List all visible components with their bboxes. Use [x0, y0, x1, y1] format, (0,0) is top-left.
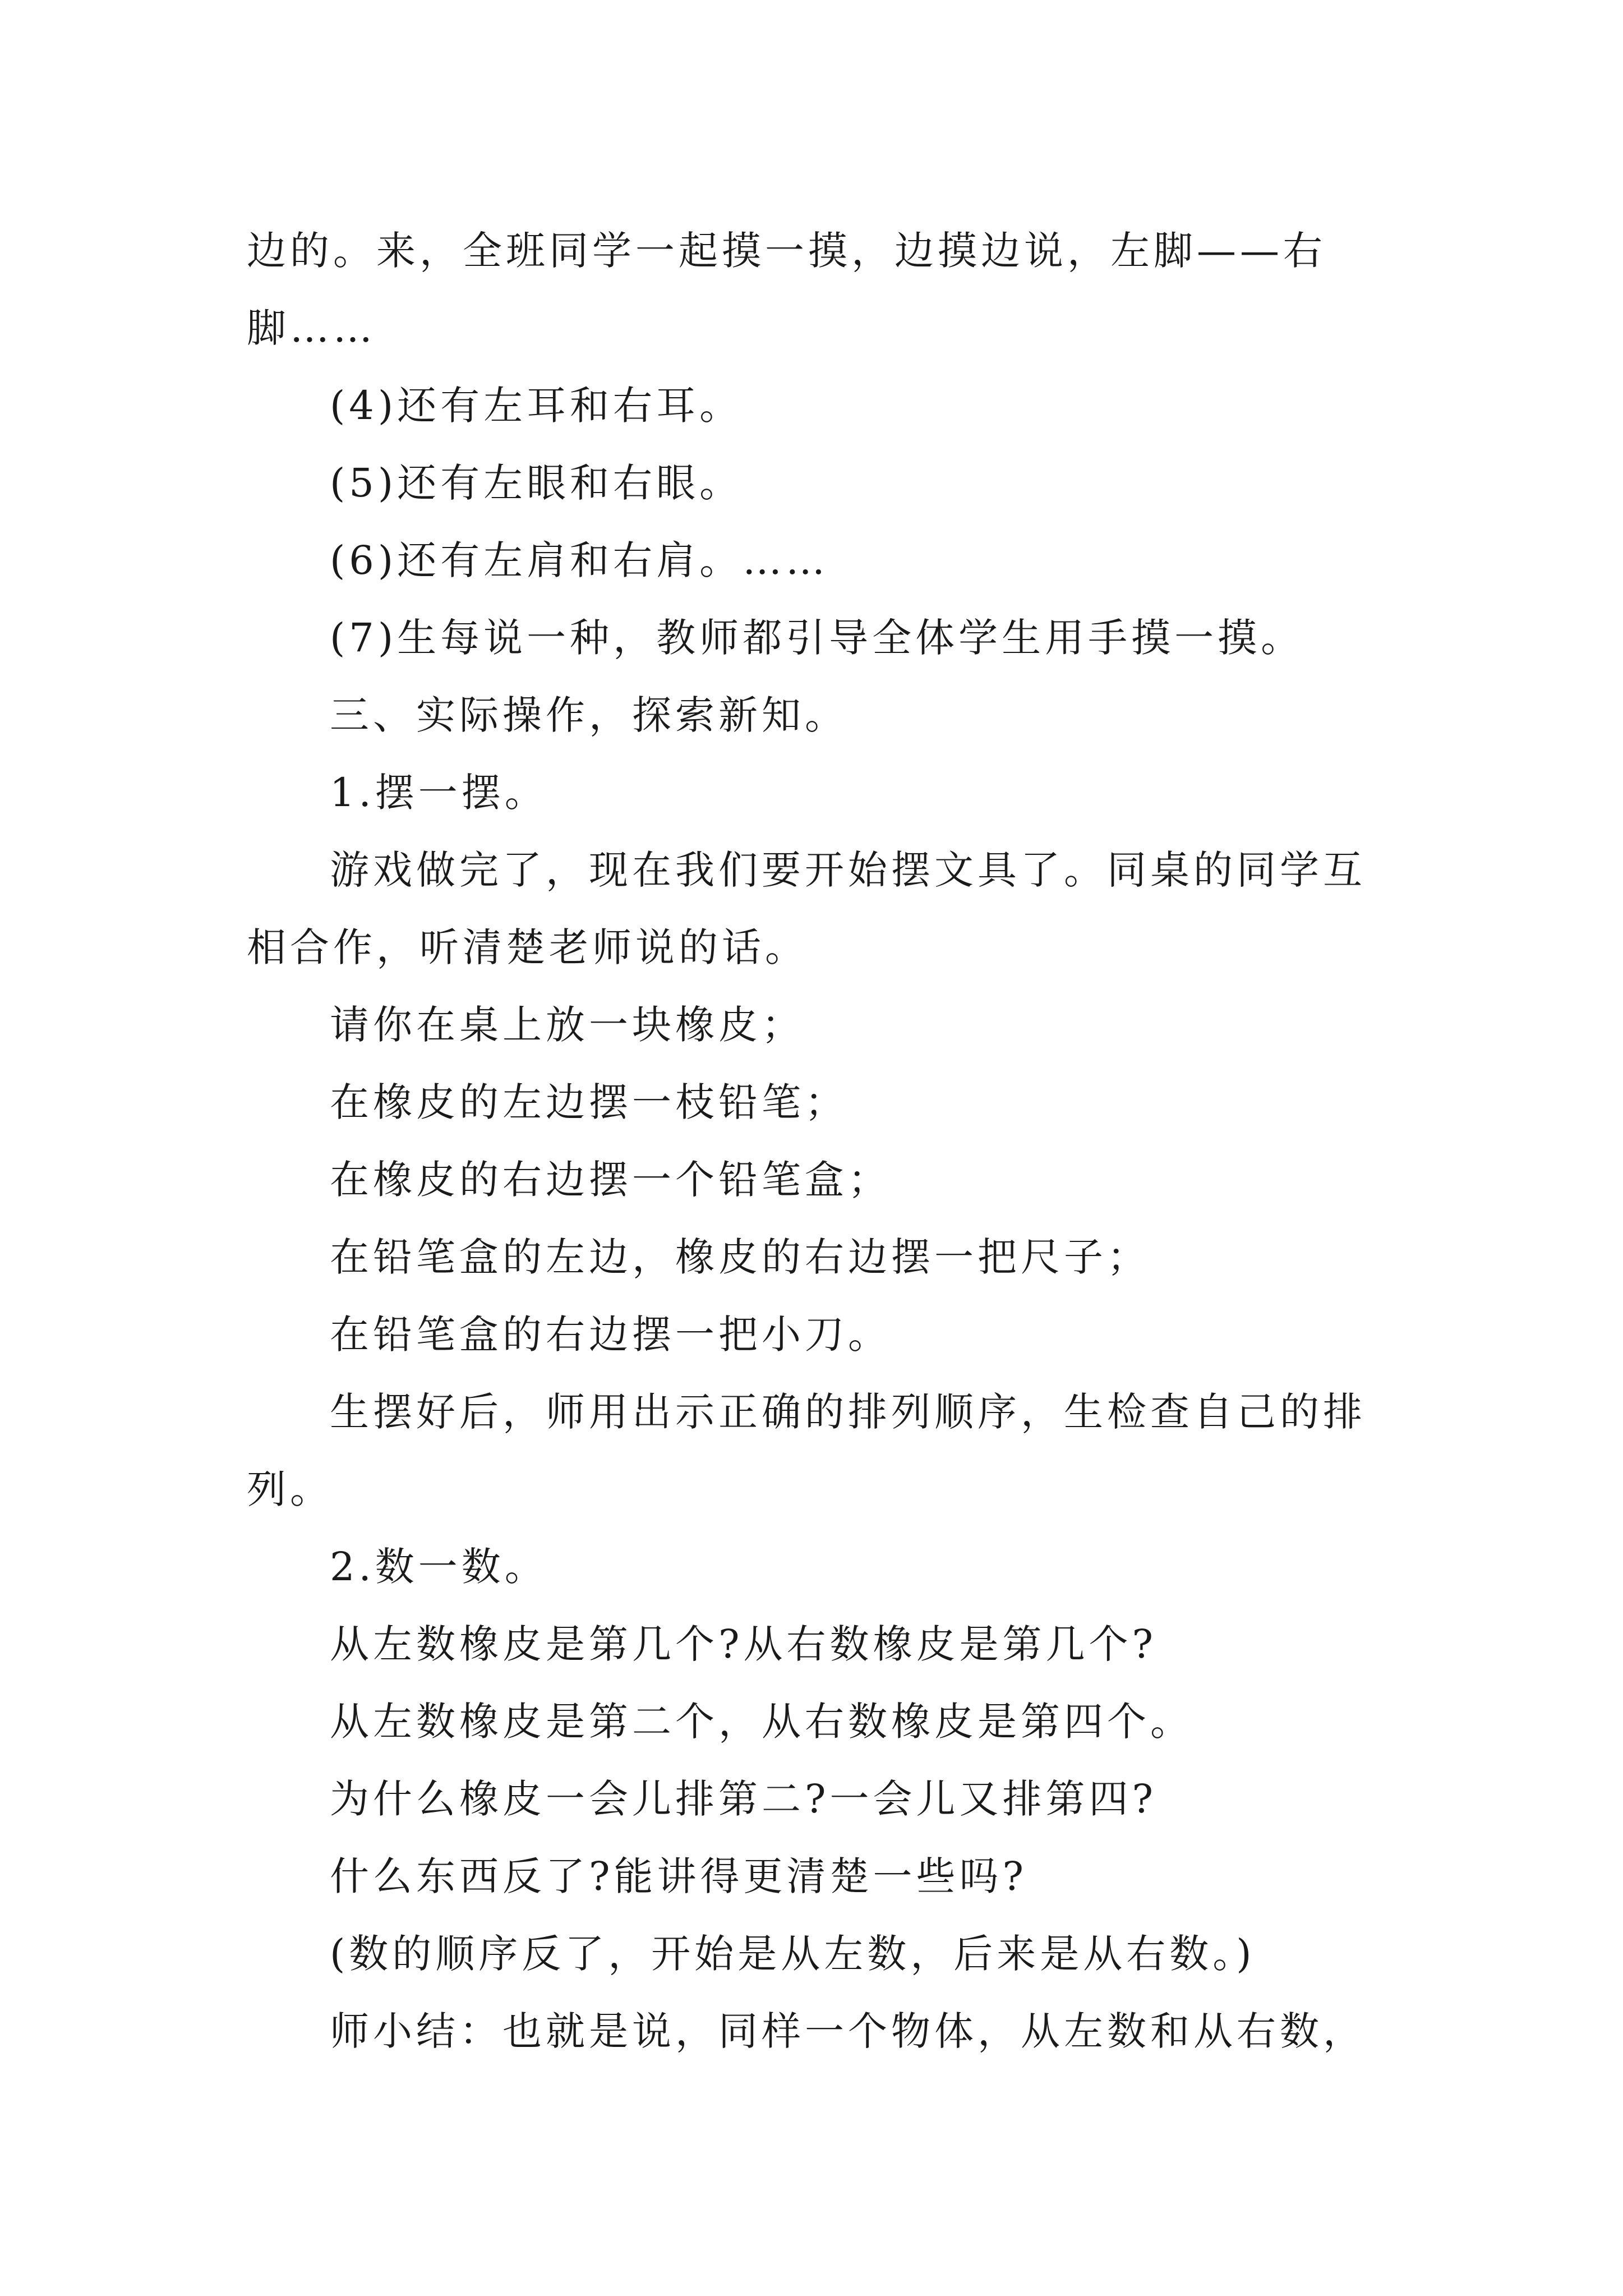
paragraph: 在铅笔盒的右边摆一把小刀。	[330, 1312, 891, 1358]
paragraph: 在橡皮的右边摆一个铅笔盒；	[330, 1157, 891, 1203]
paragraph: (数的顺序反了，开始是从左数，后来是从右数。)	[330, 1931, 1256, 1977]
paragraph: 为什么橡皮一会儿排第二?一会儿又排第四?	[330, 1776, 1158, 1822]
paragraph: 什么东西反了?能讲得更清楚一些吗?	[330, 1853, 1028, 1899]
paragraph: 游戏做完了，现在我们要开始摆文具了。同桌的同学互相合作，听清楚老师说的话。	[247, 847, 1366, 970]
paragraph: 在橡皮的左边摆一枝铅笔；	[330, 1079, 848, 1125]
paragraph: 师小结：也就是说，同样一个物体，从左数和从右数，	[330, 2008, 1366, 2054]
paragraph: 请你在桌上放一块橡皮；	[330, 1002, 805, 1048]
paragraph: 从左数橡皮是第二个，从右数橡皮是第四个。	[330, 1699, 1193, 1745]
paragraph: (4)还有左耳和右耳。	[330, 383, 743, 429]
document-body	[247, 212, 1377, 2070]
paragraph: (5)还有左眼和右眼。	[330, 460, 743, 506]
subsection-heading: 1.摆一摆。	[330, 770, 548, 816]
paragraph: 在铅笔盒的左边，橡皮的右边摆一把尺子；	[330, 1234, 1150, 1280]
subsection-heading: 2.数一数。	[330, 1544, 548, 1590]
paragraph: 生摆好后，师用出示正确的排列顺序，生检查自己的排列。	[247, 1389, 1366, 1512]
paragraph: (6)还有左肩和右肩。……	[330, 537, 829, 583]
paragraph: 从左数橡皮是第几个?从右数橡皮是第几个?	[330, 1621, 1158, 1667]
section-heading: 三、实际操作，探索新知。	[330, 692, 848, 738]
paragraph: 边的。来，全班同学一起摸一摸，边摸边说，左脚——右脚……	[247, 228, 1326, 351]
paragraph: (7)生每说一种，教师都引导全体学生用手摸一摸。	[330, 615, 1304, 661]
